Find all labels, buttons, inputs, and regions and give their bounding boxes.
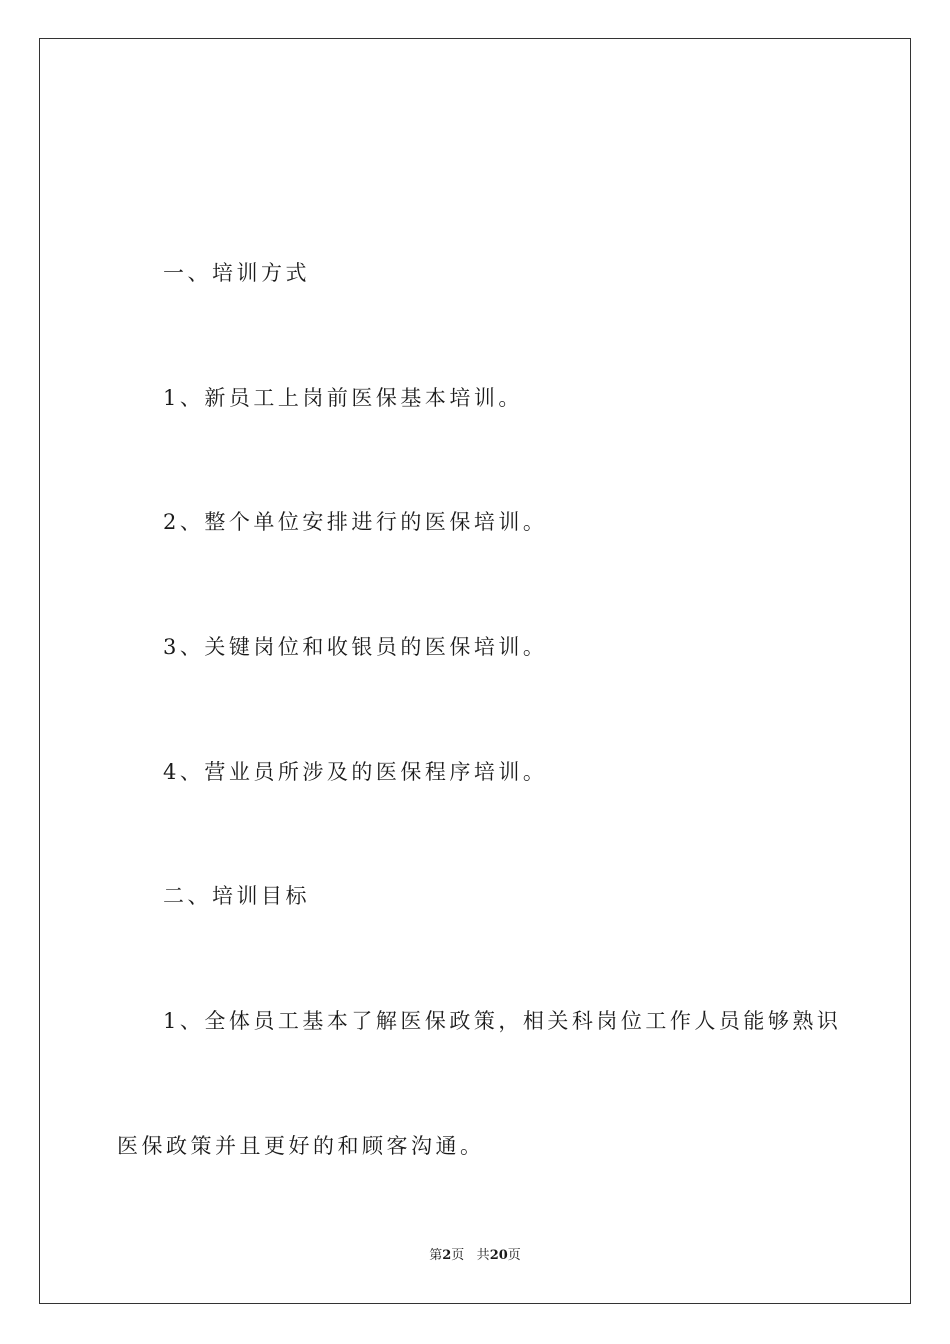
section-heading-training-goals: 二、培训目标 (163, 884, 310, 908)
footer-total-suffix: 页 (507, 1248, 521, 1263)
footer-page-prefix: 第 (429, 1248, 443, 1263)
footer-total-pages: 20 (489, 1248, 508, 1263)
section-heading-training-method: 一、培训方式 (163, 261, 310, 285)
goal-paragraph-line-2: 医保政策并且更好的和顾客沟通。 (117, 1134, 485, 1158)
page-frame (39, 38, 911, 1304)
list-item-3: 3、关键岗位和收银员的医保培训。 (163, 635, 548, 659)
footer-page-suffix: 页 (451, 1248, 465, 1263)
list-item-1: 1、新员工上岗前医保基本培训。 (163, 386, 523, 410)
goal-paragraph-line-1: 1、全体员工基本了解医保政策，相关科岗位工作人员能够熟识 (163, 1009, 842, 1033)
footer-page-number: 2 (442, 1248, 452, 1263)
footer-total-prefix: 共 (476, 1248, 490, 1263)
list-item-4: 4、营业员所涉及的医保程序培训。 (163, 760, 548, 784)
list-item-2: 2、整个单位安排进行的医保培训。 (163, 510, 548, 534)
page-footer (0, 1246, 950, 1266)
